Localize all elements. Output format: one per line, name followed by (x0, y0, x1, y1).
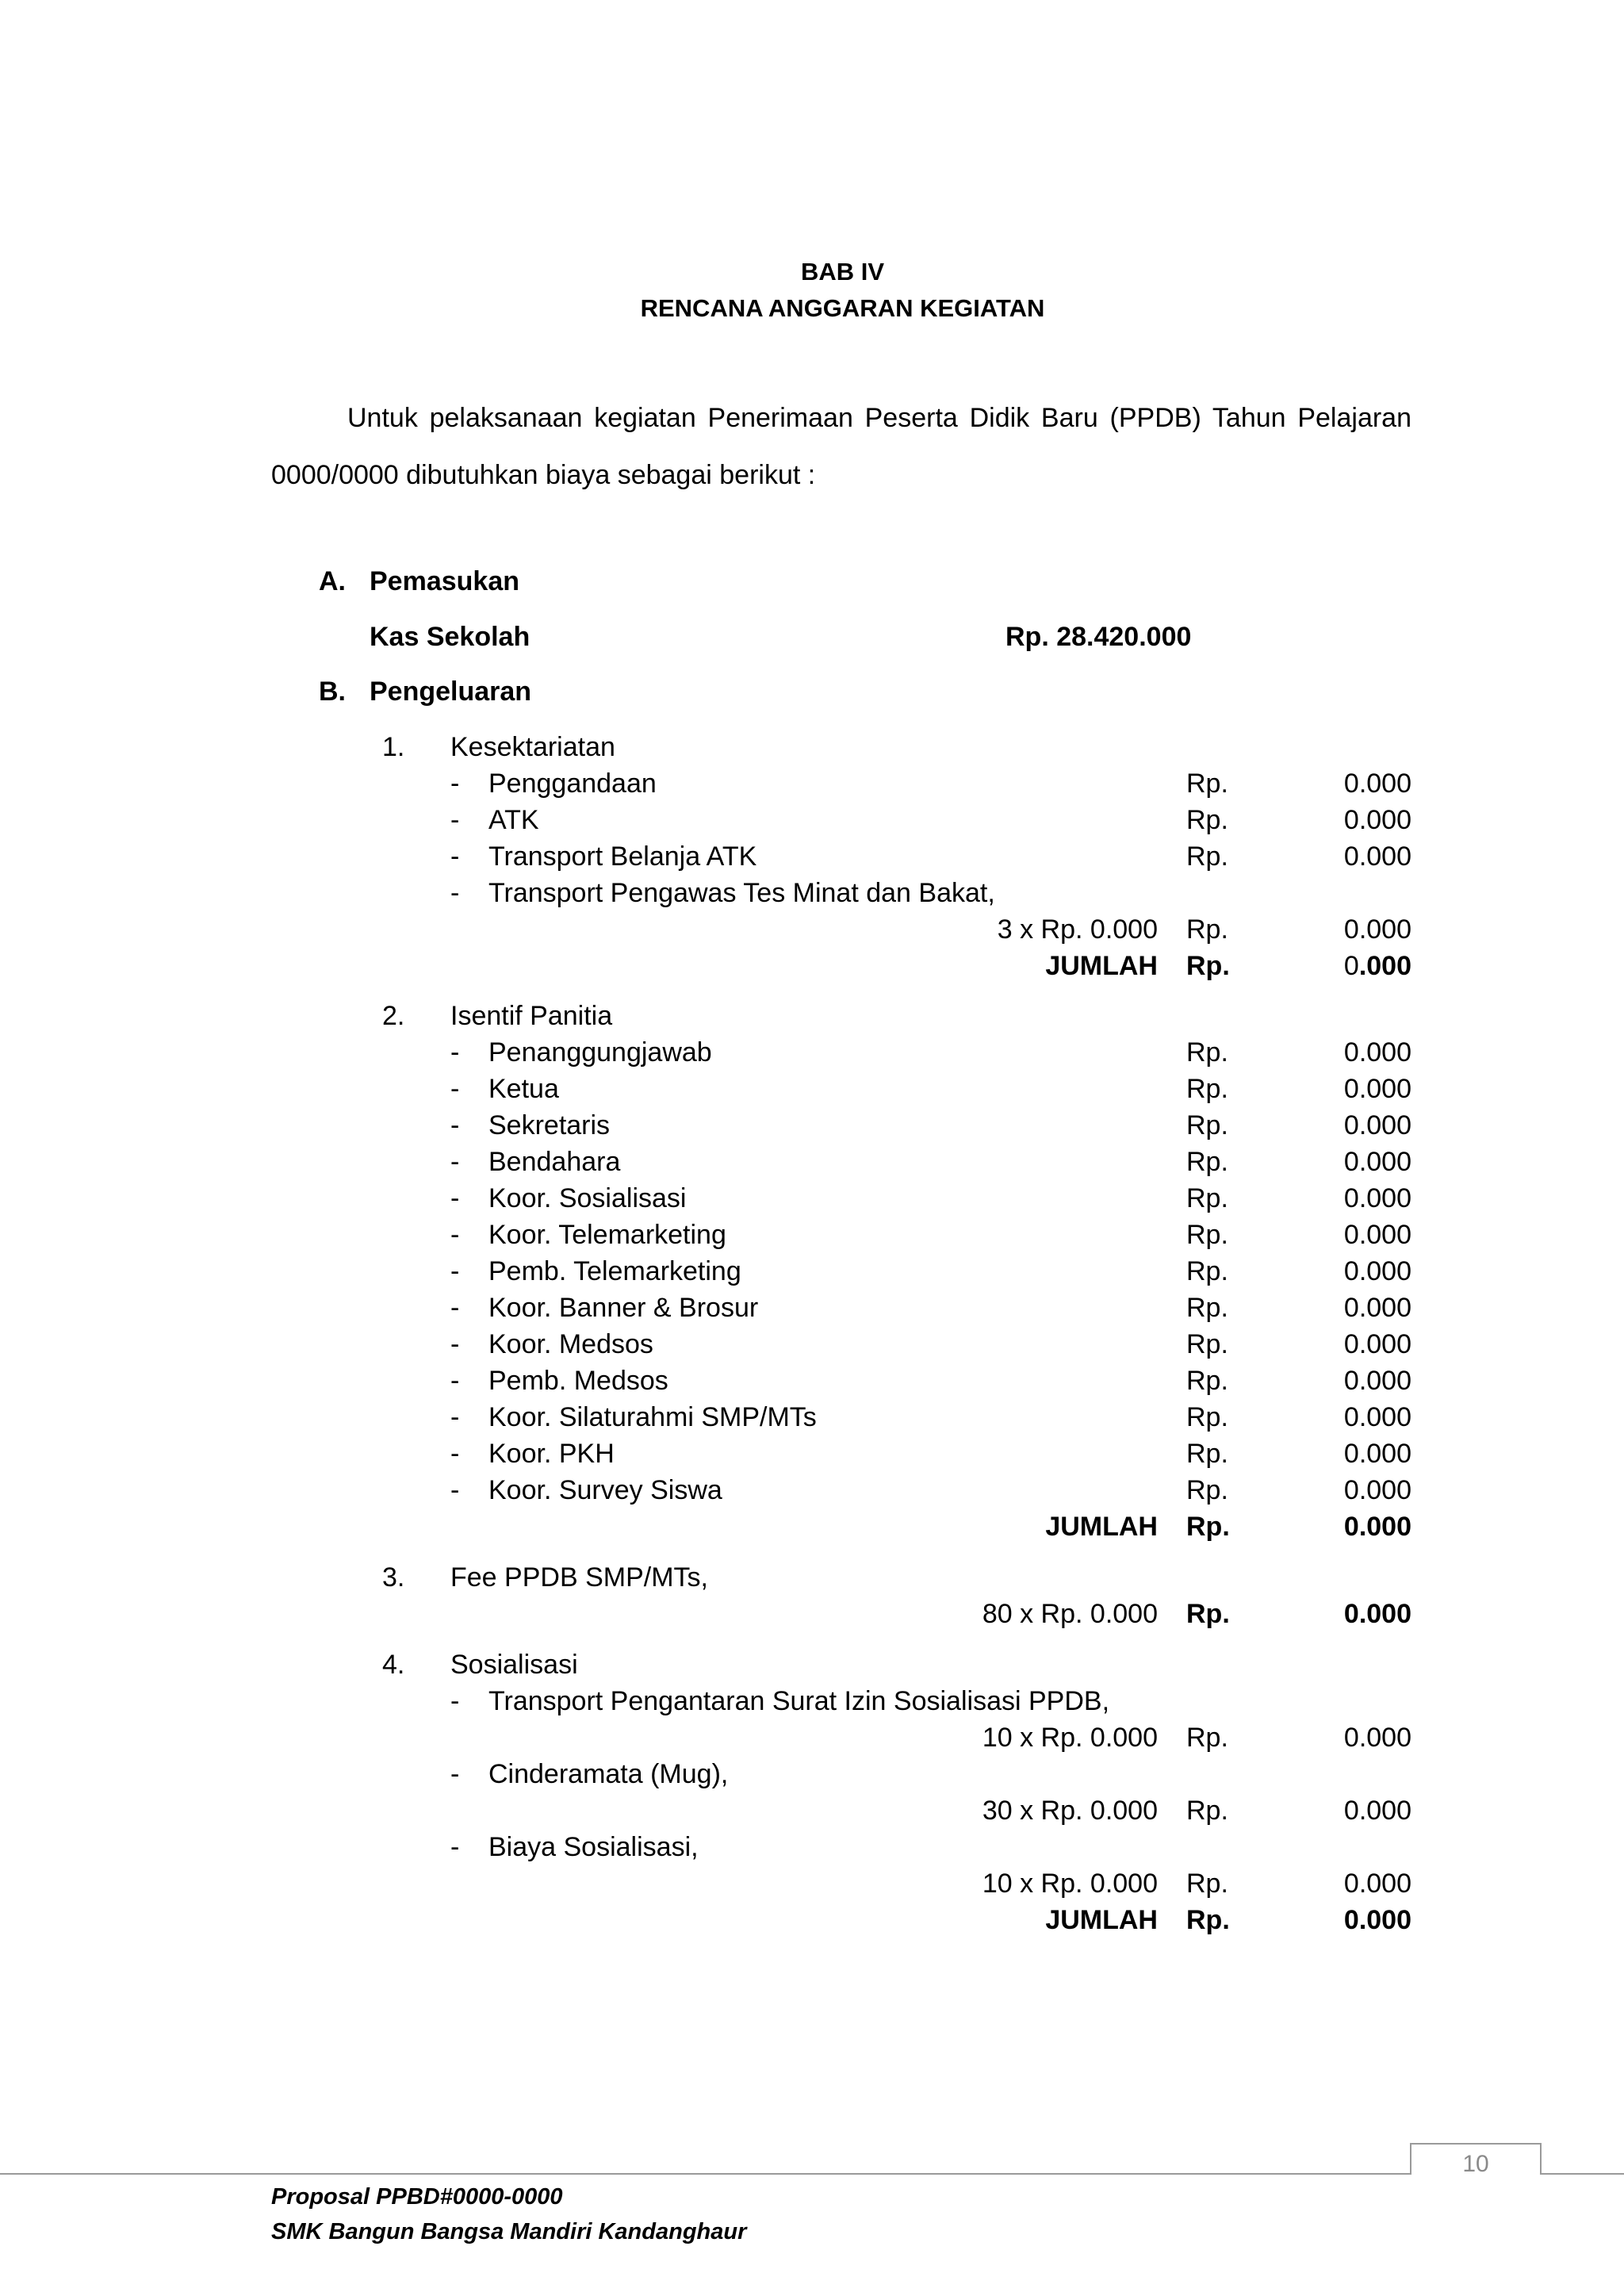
currency-label: Rp. (1186, 914, 1228, 945)
list-item-dash: - (450, 1037, 460, 1068)
currency-label: Rp. (1186, 1796, 1228, 1826)
list-item-label: Penanggungjawab (488, 1037, 712, 1068)
calc-note: 3 x Rp. 0.000 (997, 914, 1158, 945)
total-label: JUMLAH (1045, 1905, 1158, 1935)
list-item-dash: - (450, 1686, 460, 1716)
currency-label: Rp. (1186, 1147, 1228, 1177)
currency-label: Rp. (1186, 1183, 1228, 1213)
list-item-dash: - (450, 841, 460, 872)
total-amount: 0.000 (1343, 1512, 1411, 1542)
list-item-label: Pemb. Telemarketing (488, 1256, 741, 1286)
list-item-dash: - (450, 1329, 460, 1359)
list-item-dash: - (450, 1402, 460, 1432)
currency-label: Rp. (1186, 1723, 1228, 1753)
income-amount: Rp. 28.420.000 (1005, 622, 1192, 652)
amount-value: 0.000 (1343, 1220, 1411, 1250)
currency-label: Rp. (1186, 1366, 1228, 1396)
section-a-letter: A. (319, 566, 346, 596)
currency-label: Rp. (1186, 1037, 1228, 1068)
list-item-dash: - (450, 1074, 460, 1104)
chapter-title: RENCANA ANGGARAN KEGIATAN (640, 294, 1045, 322)
list-item-dash: - (450, 1110, 460, 1140)
list-item-label: Sekretaris (488, 1110, 611, 1140)
currency-label: Rp. (1186, 841, 1228, 872)
currency-label: Rp. (1186, 1256, 1228, 1286)
currency-label: Rp. (1186, 805, 1228, 835)
amount-value: 0.000 (1343, 1869, 1411, 1899)
amount-value: 0.000 (1343, 1293, 1411, 1323)
list-item-dash: - (450, 1759, 460, 1789)
list-item-label: Transport Pengantaran Surat Izin Sosialisasi PPDB, (488, 1686, 1110, 1716)
chapter-heading: BAB IV (800, 258, 885, 286)
list-item-dash: - (450, 1832, 460, 1862)
list-item-dash: - (450, 1256, 460, 1286)
amount-value: 0.000 (1343, 1439, 1411, 1469)
list-item-label: Pemb. Medsos (488, 1366, 668, 1396)
intro-line-2: 0000/0000 dibutuhkan biaya sebagai berikut : (271, 460, 816, 490)
currency-label: Rp. (1186, 769, 1228, 799)
group-1-number: 1. (382, 732, 405, 762)
list-item-dash: - (450, 805, 460, 835)
group-2-title: Isentif Panitia (450, 1001, 613, 1031)
group-1-title: Kesektariatan (450, 732, 615, 762)
currency-label: Rp. (1186, 1110, 1228, 1140)
currency-label: Rp. (1186, 1869, 1228, 1899)
total-label: JUMLAH (1045, 951, 1158, 981)
currency-label: Rp. (1186, 951, 1230, 981)
list-item-label: Koor. Survey Siswa (488, 1475, 722, 1505)
list-item-dash: - (450, 1439, 460, 1469)
footer-school-name: SMK Bangun Bangsa Mandiri Kandanghaur (271, 2219, 747, 2244)
amount-value: 0.000 (1343, 1599, 1411, 1629)
list-item-label: Koor. Medsos (488, 1329, 653, 1359)
amount-value: 0.000 (1343, 1796, 1411, 1826)
amount-value: 0.000 (1343, 1037, 1411, 1068)
amount-value: 0.000 (1343, 1074, 1411, 1104)
list-item-label: Bendahara (488, 1147, 621, 1177)
list-item-dash: - (450, 1147, 460, 1177)
list-item-dash: - (450, 1183, 460, 1213)
list-item-label: Ketua (488, 1074, 559, 1104)
amount-value: 0.000 (1343, 1723, 1411, 1753)
calc-note: 10 x Rp. 0.000 (982, 1723, 1158, 1753)
amount-value: 0.000 (1343, 1256, 1411, 1286)
list-item-label: Biaya Sosialisasi, (488, 1832, 699, 1862)
amount-value: 0.000 (1343, 1329, 1411, 1359)
list-item-label: Koor. Banner & Brosur (488, 1293, 759, 1323)
total-label: JUMLAH (1045, 1512, 1158, 1542)
amount-value: 0.000 (1343, 805, 1411, 835)
list-item-label: Koor. Sosialisasi (488, 1183, 687, 1213)
currency-label: Rp. (1186, 1220, 1228, 1250)
amount-value: 0.000 (1343, 1110, 1411, 1140)
section-b-letter: B. (319, 677, 346, 707)
currency-label: Rp. (1186, 1329, 1228, 1359)
currency-label: Rp. (1186, 1599, 1230, 1629)
list-item-label: Penggandaan (488, 769, 657, 799)
list-item-dash: - (450, 1366, 460, 1396)
intro-line-1: Untuk pelaksanaan kegiatan Penerimaan Peserta Didik Baru (PPDB) Tahun Pelajaran (347, 403, 1411, 433)
list-item-dash: - (450, 1475, 460, 1505)
page-number: 10 (1462, 2151, 1489, 2177)
list-item-dash: - (450, 769, 460, 799)
list-item-dash: - (450, 1220, 460, 1250)
currency-label: Rp. (1186, 1402, 1228, 1432)
list-item-label: ATK (488, 805, 539, 835)
amount-value: 0.000 (1343, 1402, 1411, 1432)
currency-label: Rp. (1186, 1512, 1230, 1542)
currency-label: Rp. (1186, 1293, 1228, 1323)
list-item-label: Cinderamata (Mug), (488, 1759, 729, 1789)
group-2-number: 2. (382, 1001, 405, 1031)
currency-label: Rp. (1186, 1074, 1228, 1104)
section-a-label: Pemasukan (370, 566, 519, 596)
total-amount (1293, 953, 1411, 979)
group-4-title: Sosialisasi (450, 1650, 578, 1680)
list-item-label: Transport Belanja ATK (488, 841, 757, 872)
amount-value: 0.000 (1343, 1183, 1411, 1213)
amount-value: 0.000 (1343, 1147, 1411, 1177)
total-amount-suffix: .000 (1358, 951, 1411, 981)
total-amount: 0.000 (1343, 1905, 1411, 1935)
amount-value: 0.000 (1343, 1366, 1411, 1396)
calc-note: 30 x Rp. 0.000 (982, 1796, 1158, 1826)
group-3-title: Fee PPDB SMP/MTs, (450, 1562, 708, 1593)
list-item-dash: - (450, 1293, 460, 1323)
footer-proposal-id: Proposal PPBD#0000-0000 (271, 2184, 563, 2210)
currency-label: Rp. (1186, 1439, 1228, 1469)
list-item-label: Koor. Telemarketing (488, 1220, 726, 1250)
amount-value: 0.000 (1343, 1475, 1411, 1505)
income-label: Kas Sekolah (370, 622, 530, 652)
currency-label: Rp. (1186, 1475, 1228, 1505)
list-item-dash: - (450, 878, 460, 908)
currency-label: Rp. (1186, 1905, 1230, 1935)
group-3-number: 3. (382, 1562, 405, 1593)
amount-value: 0.000 (1343, 914, 1411, 945)
amount-value: 0.000 (1343, 841, 1411, 872)
footer-rule (0, 2173, 1624, 2175)
list-item-label: Koor. Silaturahmi SMP/MTs (488, 1402, 817, 1432)
section-b-label: Pengeluaran (370, 677, 532, 707)
amount-value: 0.000 (1343, 769, 1411, 799)
calc-note: 10 x Rp. 0.000 (982, 1869, 1158, 1899)
calc-note: 80 x Rp. 0.000 (982, 1599, 1158, 1629)
list-item-label: Transport Pengawas Tes Minat dan Bakat, (488, 878, 995, 908)
total-amount-prefix: 0 (1343, 951, 1359, 981)
list-item-label: Koor. PKH (488, 1439, 615, 1469)
group-4-number: 4. (382, 1650, 405, 1680)
